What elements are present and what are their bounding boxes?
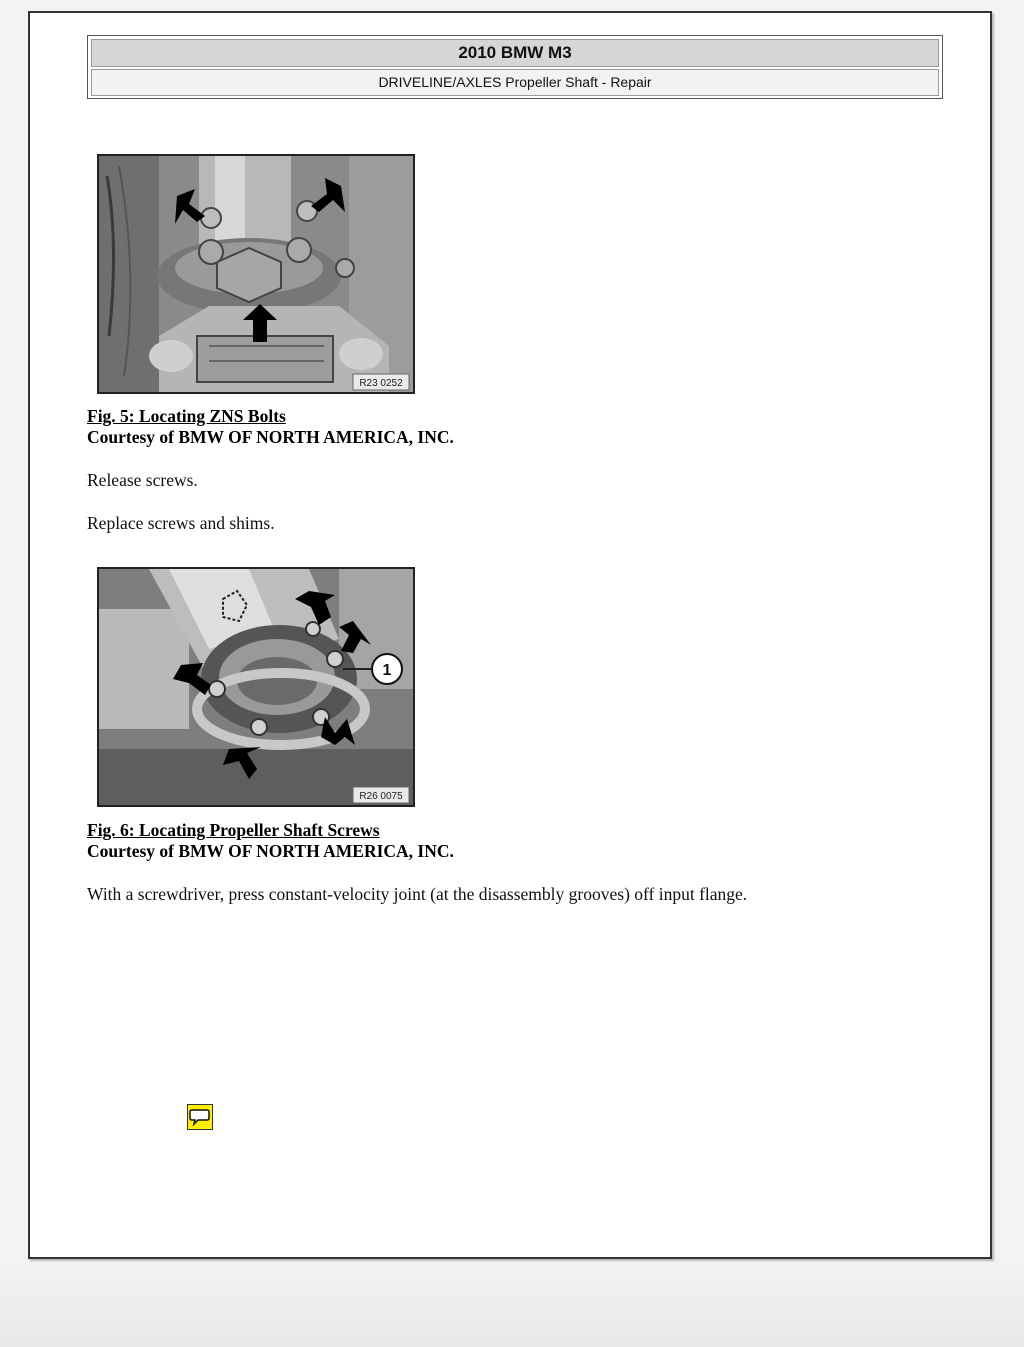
section-subtitle: DRIVELINE/AXLES Propeller Shaft - Repair — [91, 69, 939, 96]
figure-5-code: R23 0252 — [359, 378, 403, 389]
figure-5-courtesy: Courtesy of BMW OF NORTH AMERICA, INC. — [87, 427, 454, 447]
figure-6-courtesy: Courtesy of BMW OF NORTH AMERICA, INC. — [87, 841, 454, 861]
figure-6-image — [97, 567, 415, 807]
vehicle-title: 2010 BMW M3 — [91, 39, 939, 67]
document-header — [87, 35, 943, 99]
viewer-background — [0, 1262, 1024, 1347]
figure-6-code: R26 0075 — [359, 791, 403, 802]
figure-5-title: Fig. 5: Locating ZNS Bolts — [87, 406, 286, 426]
document-page — [28, 11, 992, 1259]
figure-5-caption — [87, 406, 454, 448]
figure-6-callout: 1 — [382, 662, 392, 679]
figure-6-title: Fig. 6: Locating Propeller Shaft Screws — [87, 820, 380, 840]
paragraph-press: With a screwdriver, press constant-velocity joint (at the disassembly grooves) off input flange. — [87, 884, 748, 904]
paragraph-replace: Replace screws and shims. — [87, 513, 275, 533]
figure-5-image — [97, 154, 415, 394]
figure-6-caption — [87, 820, 454, 862]
comment-note-icon[interactable] — [187, 1104, 213, 1130]
paragraph-release: Release screws. — [87, 470, 198, 490]
